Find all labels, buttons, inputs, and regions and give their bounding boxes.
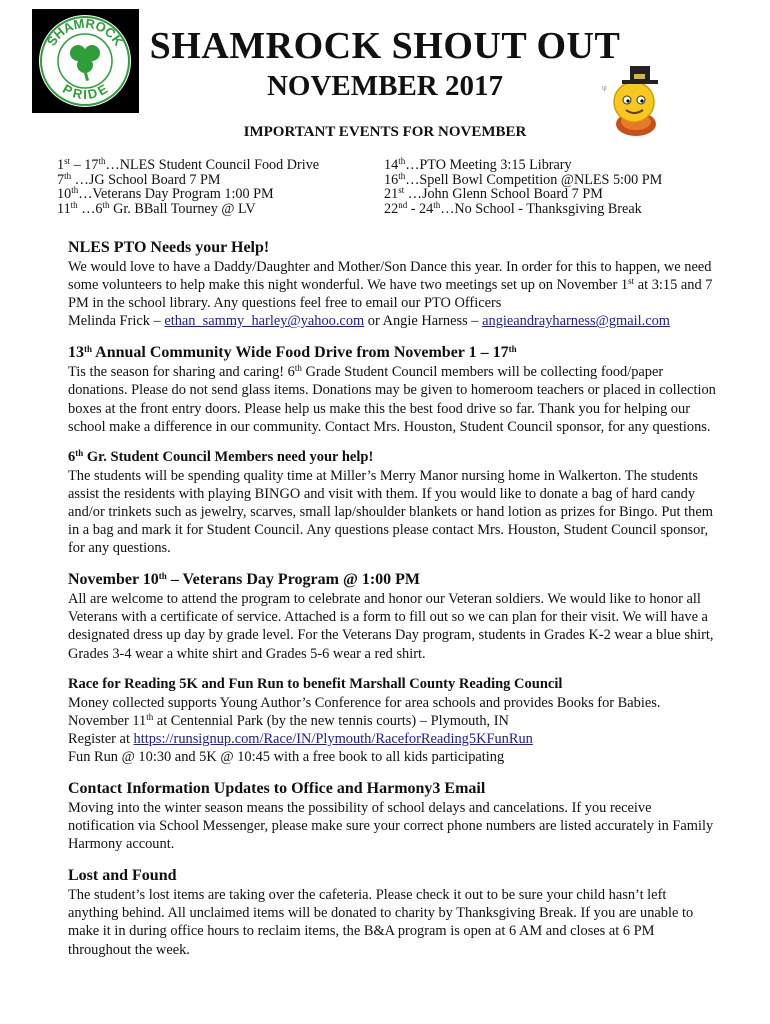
event-item: 1st – 17th…NLES Student Council Food Drive — [57, 156, 320, 173]
events-list-left — [57, 158, 319, 216]
food-drive-heading: 13th Annual Community Wide Food Drive from November 1 – 17th — [68, 344, 517, 362]
event-item: 16th…Spell Bowl Competition @NLES 5:00 PM — [384, 170, 663, 188]
email-link-2[interactable]: angieandrayharness@gmail.com — [482, 313, 670, 330]
events-heading: IMPORTANT EVENTS FOR NOVEMBER — [243, 124, 527, 140]
race-paragraph: Money collected supports Young Author’s Conference for area schools and provides Books for Babies. November 11th at Centennial Park (by the new tennis courts) – Plymouth, IN Register at https://runsignup.com/Race/IN/Plymouth/RaceforReading5KFunRun Fun Run @ 10:30 and 5K @ 10:45 with a free book to all kids participating — [68, 694, 661, 765]
svg-text:PRIDE: PRIDE — [60, 81, 110, 102]
email-link-1[interactable]: ethan_sammy_harley@yahoo.com — [164, 313, 365, 330]
pto-paragraph: We would love to have a Daddy/Daughter and Mother/Son Dance this year. In order for this to happen, we need some volunteers to help make this night wonderful. We have two meetings set up on November 1st at 3:15 and 7 PM in the school library. Any questions feel free to email our PTO Officers Melinda Frick – ethan_sammy_harley@yahoo.com or Angie Harness – angieandrayharness@gmail.com — [68, 259, 713, 330]
contact-heading: Contact Information Updates to Office and Harmony3 Email — [68, 779, 486, 797]
svg-text:SHAMROCK: SHAMROCK — [43, 15, 127, 49]
event-item: 10th…Veterans Day Program 1:00 PM — [57, 185, 274, 202]
svg-text:ψ: ψ — [602, 84, 607, 92]
event-item: 11th …6th Gr. BBall Tourney @ LV — [57, 199, 256, 217]
race-heading: Race for Reading 5K and Fun Run to benefit Marshall County Reading Council — [68, 675, 563, 692]
pto-heading: NLES PTO Needs your Help! — [68, 239, 270, 256]
event-item: 14th…PTO Meeting 3:15 Library — [384, 156, 572, 173]
veterans-heading: November 10th – Veterans Day Program @ 1:00 PM — [68, 571, 421, 589]
newsletter-body — [68, 238, 718, 959]
events-list-right — [384, 158, 662, 216]
race-registration-link[interactable]: https://runsignup.com/Race/IN/Plymouth/RaceforReading5KFunRun — [133, 730, 533, 747]
contact-paragraph: Moving into the winter season means the possibility of school delays and cancelations. If you receive notification via School Messenger, please make sure your correct phone numbers are listed accurately in Family Harmony account. — [68, 799, 714, 853]
veterans-paragraph: All are welcome to attend the program to celebrate and honor our Veteran soldiers. We would like to honor all Veterans with a certificate of service. Attached is a form to fill out so we can plan for their visit. We will have a designated dress up day by grade level. For the Veterans Day program, students in Grades K-2 wear a blue shirt, Grades 3-4 wear a white shirt and Grades 5-6 wear a red shirt. — [68, 591, 714, 662]
page-subtitle: NOVEMBER 2017 — [266, 70, 504, 102]
page-title: SHAMROCK SHOUT OUT — [149, 25, 621, 67]
lost-found-heading: Lost and Found — [68, 867, 177, 885]
council-heading: 6th Gr. Student Council Members need your help! — [68, 447, 374, 465]
lost-found-paragraph: The student’s lost items are taking over the cafeteria. Please check it out to be sure your child hasn’t left anything behind. All unclaimed items will be donated to charity by Thanksgiving Break. If you are unable to make it in during office hours to reclaim items, the B&A program is open at 6 AM and closes at 6 PM throughout the week. — [68, 887, 694, 958]
event-item: 21st …John Glenn School Board 7 PM — [384, 185, 603, 202]
council-paragraph: The students will be spending quality time at Miller’s Merry Manor nursing home in Walkerton. The students assist the residents with playing BINGO and visit with them. If you would like to donate a bag of hard candy and/or trinkets such as jewelry, scarves, small lap/shoulder blankets or hand lotion as prizes for Bingo. Put them in a bag and mark it for Student Council. Any questions please contact Mrs. Houston, Student Council sponsor, for any questions. — [68, 467, 713, 557]
food-drive-paragraph: Tis the season for sharing and caring! 6th Grade Student Council members will be collecting food/paper donations. Please do not send glass items. Donations may be given to homeroom teachers or placed in collection boxes at the front entry doors. Please help us make this the best food drive so far. Thank you for helping our school make a difference in our community. Contact Mrs. Houston, Student Council sponsor, for any questions. — [68, 363, 716, 435]
event-item: 22nd - 24th…No School - Thanksgiving Break — [384, 199, 642, 217]
event-item: 7th …JG School Board 7 PM — [57, 170, 221, 188]
